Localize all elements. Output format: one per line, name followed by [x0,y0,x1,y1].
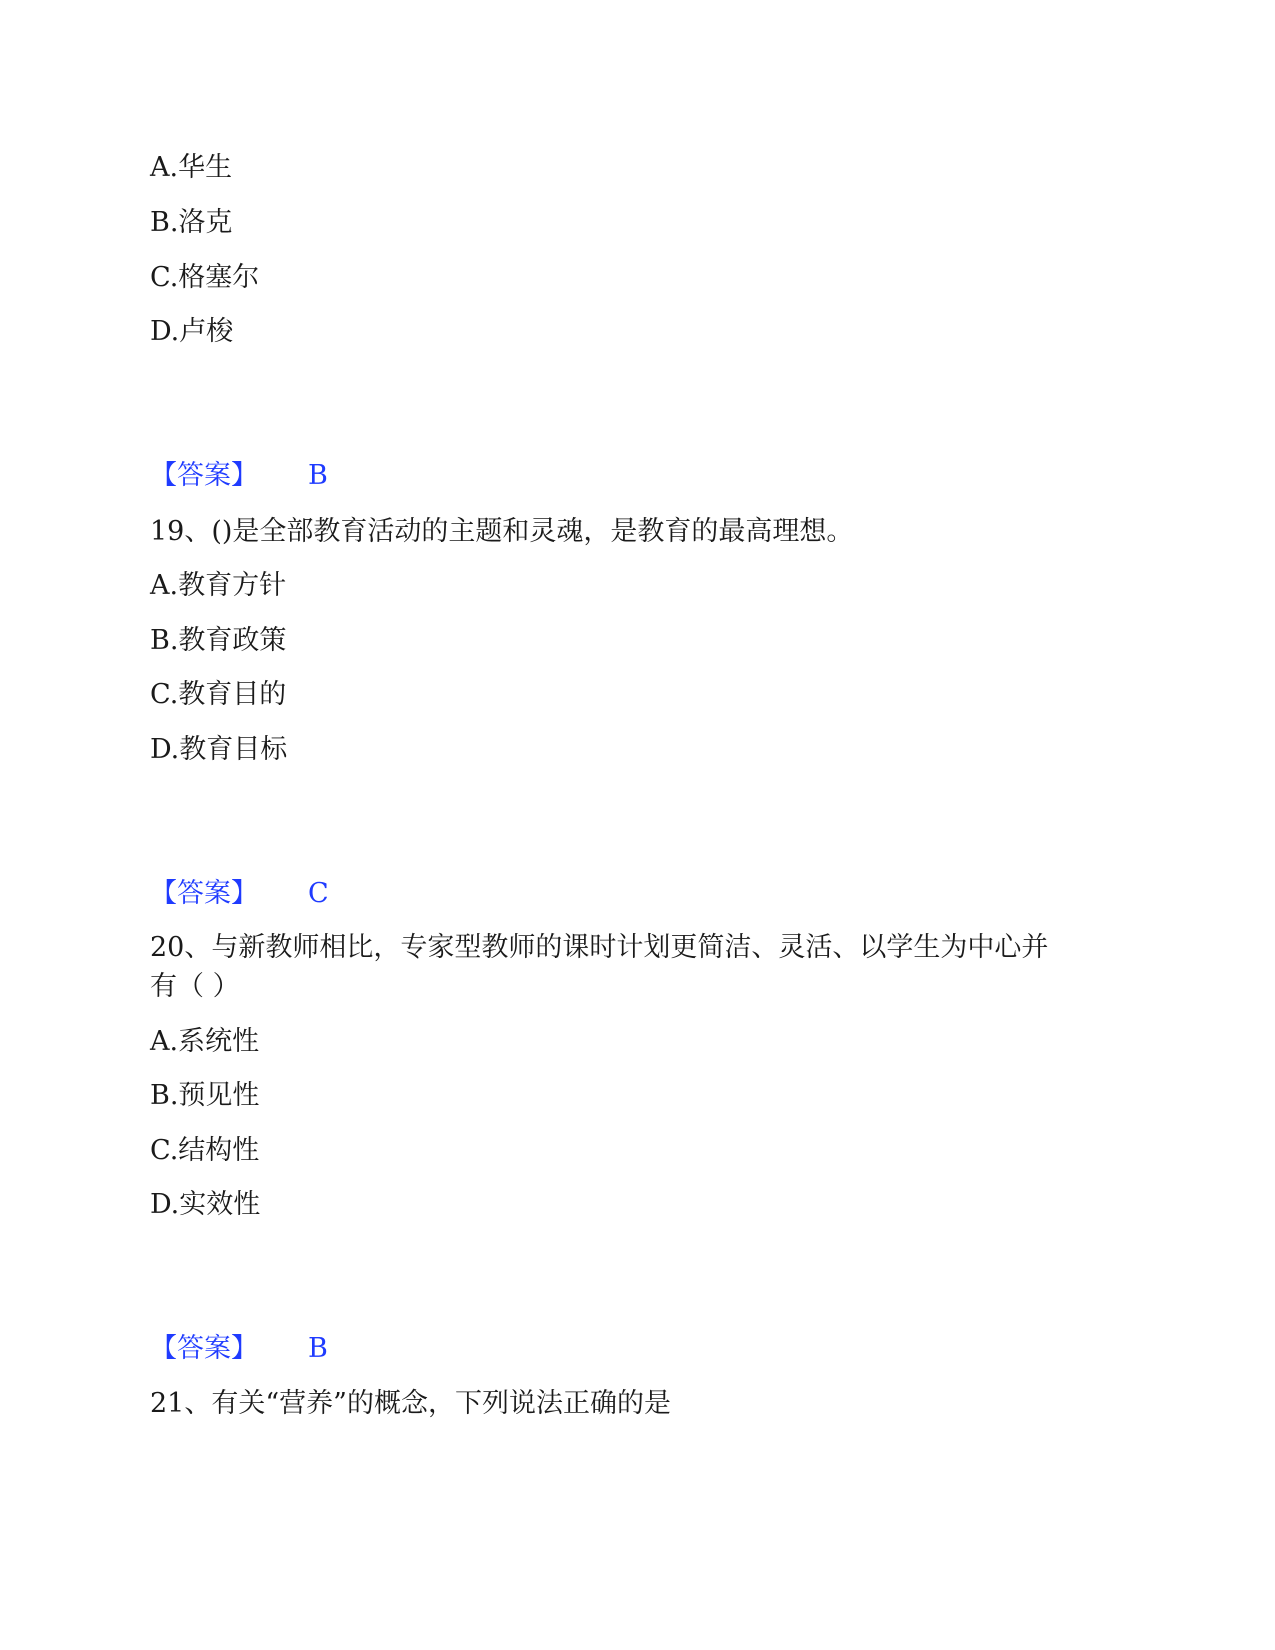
q18-option-a: A.华生 [150,152,233,183]
q18-option-c: C.格塞尔 [150,262,260,293]
q19-option-a: A.教育方针 [150,570,287,601]
q20-option-c: C.结构性 [150,1135,260,1166]
q20-option-b: B.预见性 [150,1080,260,1111]
answer-value: B [308,1333,328,1364]
q20-option-a: A.系统性 [150,1026,260,1057]
q19-answer [150,874,329,914]
q20-answer [150,1329,328,1369]
q18-option-d: D.卢梭 [150,316,234,347]
q20-stem-line1: 20、与新教师相比，专家型教师的课时计划更简洁、灵活、以学生为中心并 [150,932,1049,963]
answer-label: 【答案】 [150,878,258,909]
q19-option-c: C.教育目的 [150,679,287,710]
q21-stem: 21、有关“营养”的概念，下列说法正确的是 [150,1388,671,1419]
q18-answer [150,456,328,496]
answer-value: B [308,460,328,491]
q18-option-b: B.洛克 [150,207,233,238]
answer-label: 【答案】 [150,1333,258,1364]
q19-option-d: D.教育目标 [150,734,288,765]
q20-stem-line2: 有（ ） [150,971,240,1002]
q20-option-d: D.实效性 [150,1189,261,1220]
answer-value: C [308,878,329,909]
q19-option-b: B.教育政策 [150,625,287,656]
answer-label: 【答案】 [150,460,258,491]
q19-stem: 19、()是全部教育活动的主题和灵魂，是教育的最高理想。 [150,516,854,547]
